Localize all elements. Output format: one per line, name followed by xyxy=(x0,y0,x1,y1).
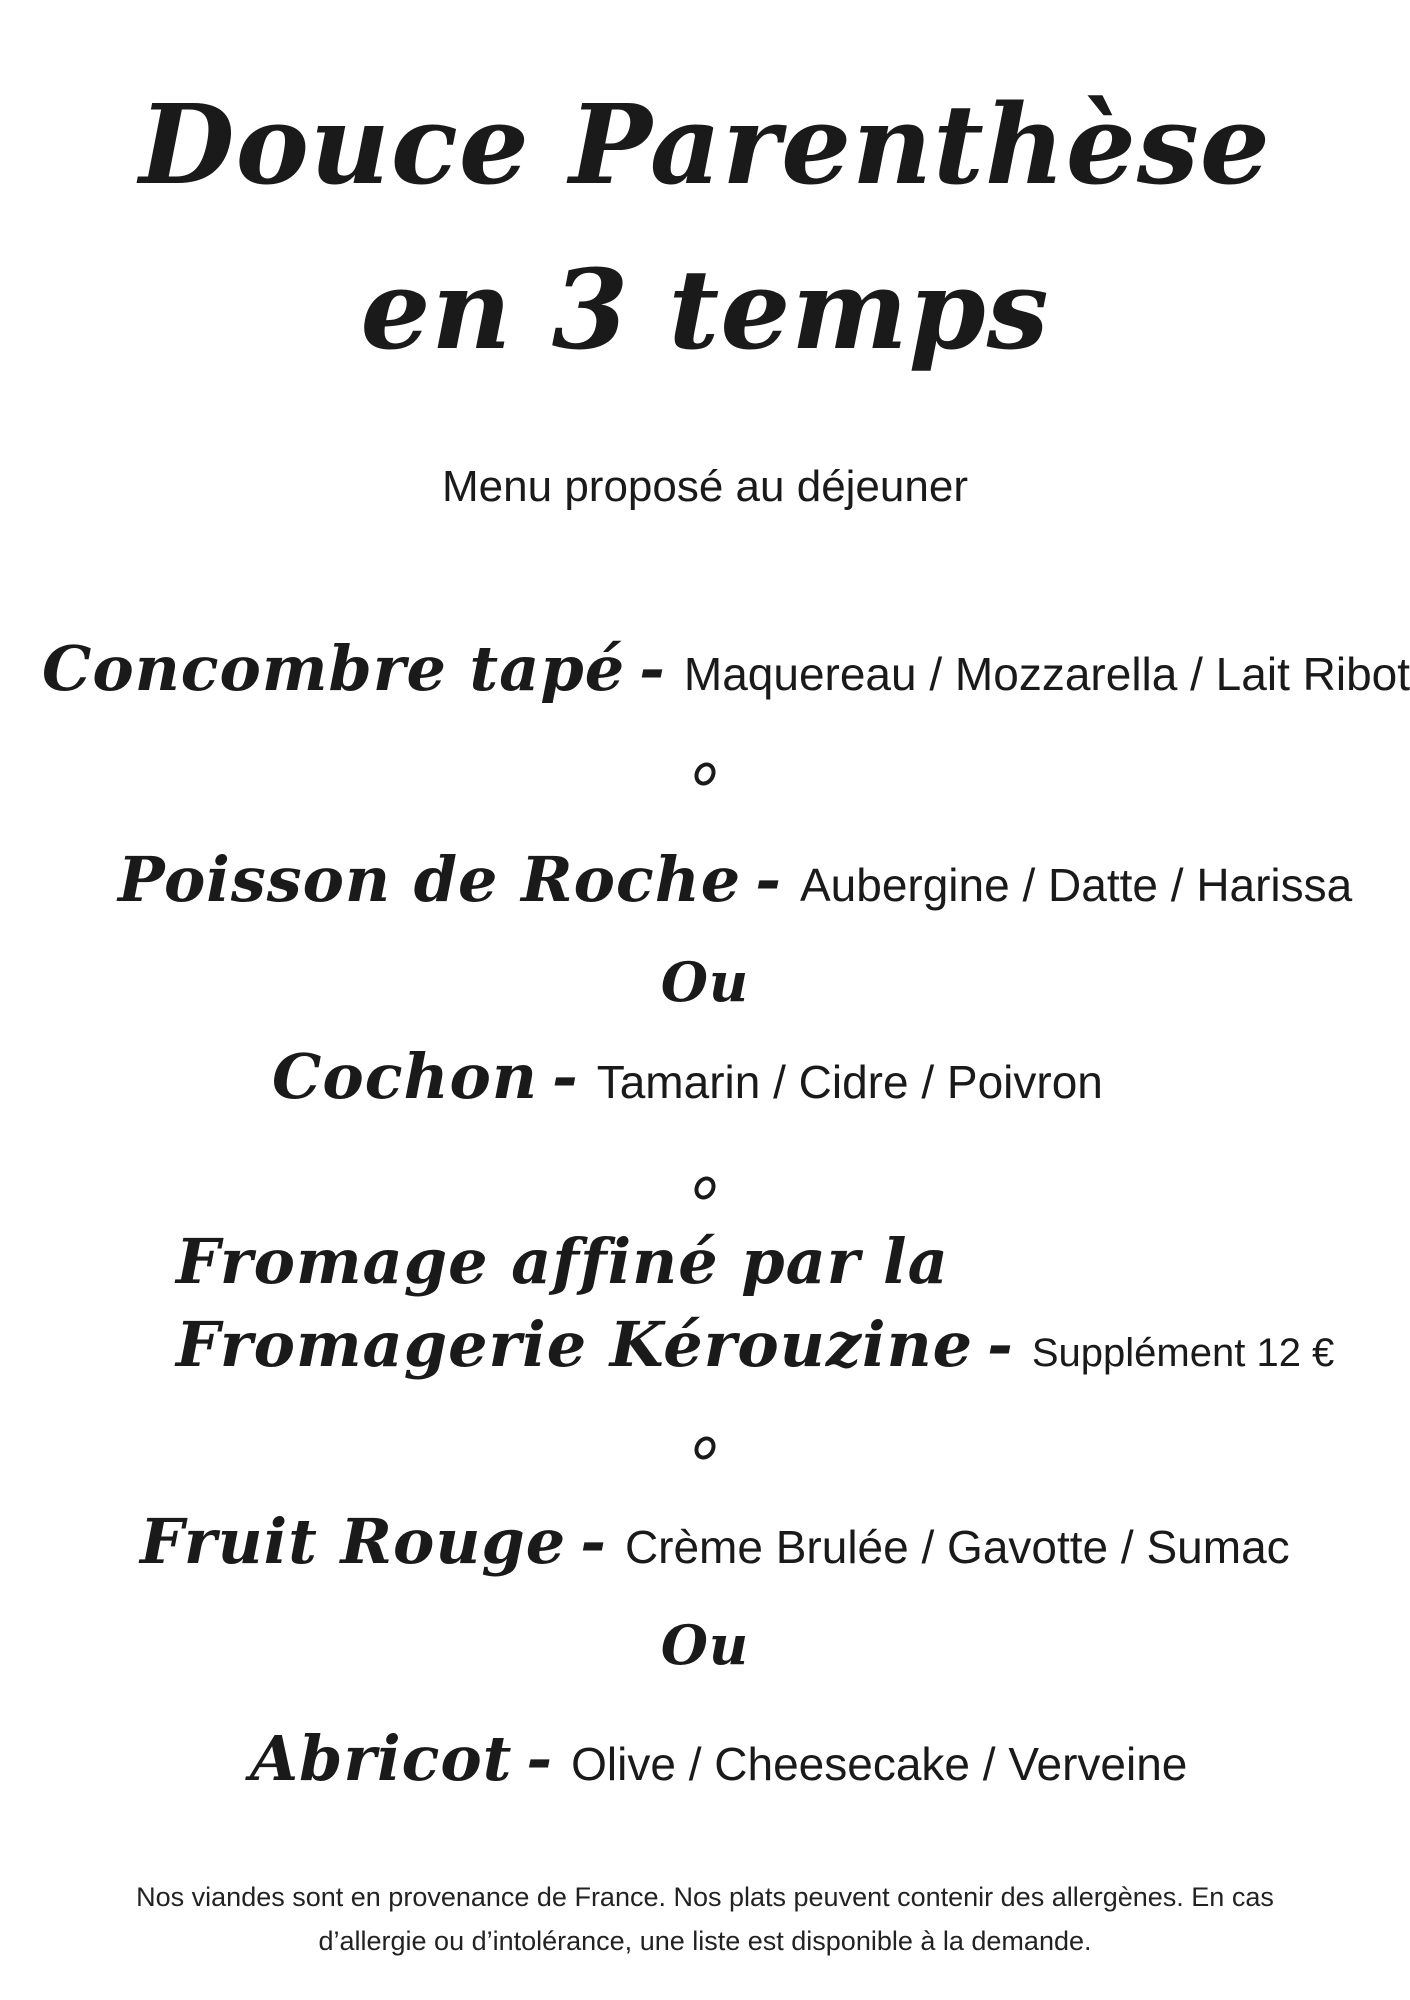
course-separator xyxy=(0,762,1410,791)
dish-dash: - xyxy=(639,632,666,705)
dish-name: Fromagerie Kérouzine xyxy=(176,1308,974,1381)
or-separator: Ou xyxy=(660,950,750,1014)
course-separator xyxy=(0,1176,1410,1205)
course-separator xyxy=(0,1436,1410,1465)
dish-dash: - xyxy=(987,1308,1014,1381)
menu-item-plat1 xyxy=(118,843,1352,916)
footnote-line: Nos viandes sont en provenance de France. Nos plats peuvent contenir des allergènes. En cas xyxy=(136,1882,1274,1912)
menu-item-fromage-line2 xyxy=(176,1308,1334,1381)
dish-description: Aubergine / Datte / Harissa xyxy=(799,859,1353,911)
dot-icon xyxy=(690,759,719,790)
dot-icon xyxy=(690,1433,719,1464)
dish-dash: - xyxy=(580,1505,607,1578)
dish-name: Poisson de Roche xyxy=(118,843,742,916)
dish-name: Fromage affiné par la xyxy=(176,1225,949,1298)
menu-title-line2: en 3 temps xyxy=(360,245,1050,374)
menu-item-dessert2 xyxy=(250,1722,1187,1795)
menu-item-entree xyxy=(42,632,1410,705)
or-separator: Ou xyxy=(660,1613,750,1677)
dish-name: Fruit Rouge xyxy=(140,1505,567,1578)
menu-subtitle: Menu proposé au déjeuner xyxy=(442,462,968,511)
dish-description: Maquereau / Mozzarella / Lait Ribot xyxy=(683,648,1410,700)
dish-name: Abricot xyxy=(250,1722,513,1795)
dish-dash: - xyxy=(755,843,782,916)
dish-name: Concombre tapé xyxy=(42,632,626,705)
menu-item-plat2 xyxy=(272,1040,1103,1113)
dish-name: Cochon xyxy=(272,1040,538,1113)
dish-description: Supplément 12 € xyxy=(1031,1331,1335,1375)
dish-dash: - xyxy=(551,1040,579,1113)
dish-dash: - xyxy=(526,1722,554,1795)
dot-icon xyxy=(690,1173,719,1204)
allergen-footnote xyxy=(60,1875,1350,1963)
menu-item-fromage-line1 xyxy=(176,1225,949,1298)
dish-description: Crème Brulée / Gavotte / Sumac xyxy=(624,1521,1290,1573)
menu-item-dessert1 xyxy=(140,1505,1290,1578)
menu-title-line1: Douce Parenthèse xyxy=(139,80,1271,209)
dish-description: Olive / Cheesecake / Verveine xyxy=(571,1738,1188,1790)
footnote-line: d’allergie ou d’intolérance, une liste est disponible à la demande. xyxy=(318,1926,1092,1956)
dish-description: Tamarin / Cidre / Poivron xyxy=(596,1056,1103,1108)
